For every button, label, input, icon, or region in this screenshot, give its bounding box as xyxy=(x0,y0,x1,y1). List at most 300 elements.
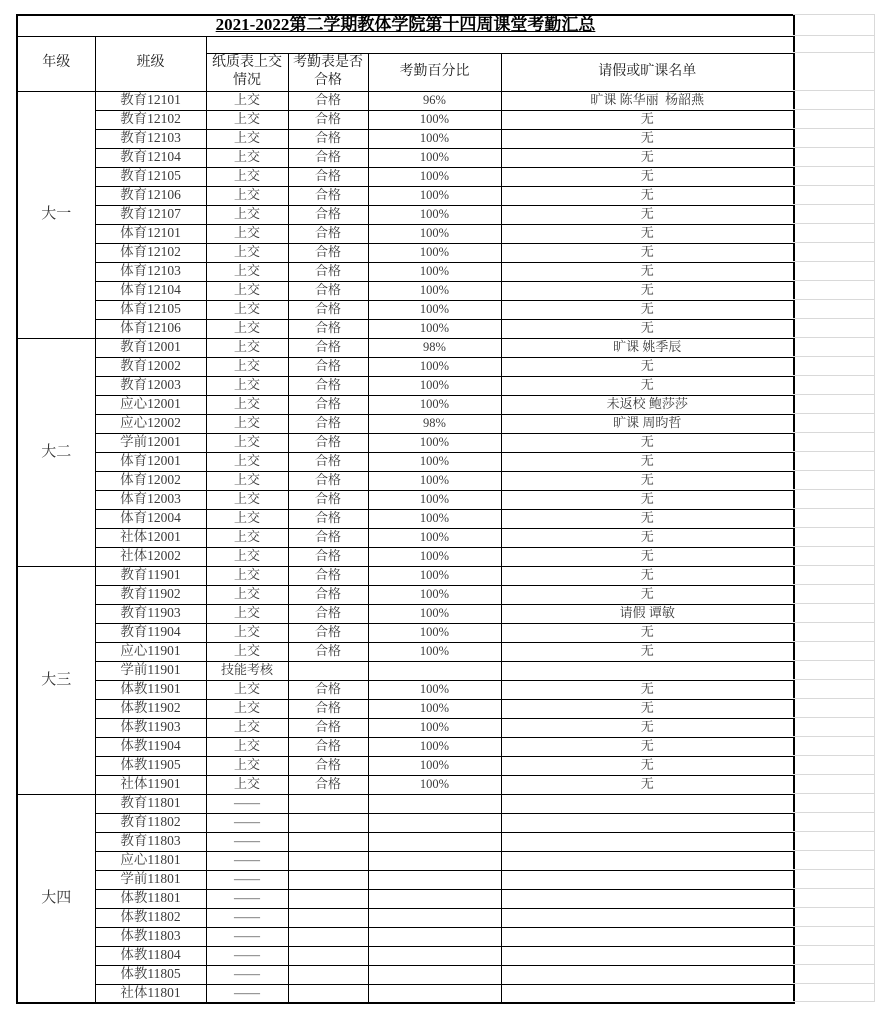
table-row xyxy=(17,870,794,889)
qualified-cell: 合格 xyxy=(288,680,368,699)
table-row xyxy=(17,167,794,186)
sheet-gridline-column xyxy=(793,14,875,1002)
names-cell: 旷课 周昀哲 xyxy=(501,414,794,433)
paper-cell: 上交 xyxy=(206,737,288,756)
names-cell: 无 xyxy=(501,148,794,167)
class-cell: 教育11802 xyxy=(95,813,206,832)
table-row xyxy=(17,680,794,699)
qualified-cell: 合格 xyxy=(288,243,368,262)
table-row xyxy=(17,794,794,813)
paper-cell: —— xyxy=(206,851,288,870)
names-cell: 无 xyxy=(501,129,794,148)
class-cell: 体教11905 xyxy=(95,756,206,775)
qualified-cell: 合格 xyxy=(288,300,368,319)
paper-cell: 上交 xyxy=(206,205,288,224)
table-row xyxy=(17,300,794,319)
table-row xyxy=(17,129,794,148)
table-row xyxy=(17,813,794,832)
class-cell: 体育12106 xyxy=(95,319,206,338)
percent-cell: 100% xyxy=(368,623,501,642)
names-cell: 无 xyxy=(501,224,794,243)
names-cell: 无 xyxy=(501,623,794,642)
class-cell: 体育12004 xyxy=(95,509,206,528)
paper-cell: —— xyxy=(206,794,288,813)
table-row xyxy=(17,528,794,547)
class-cell: 教育12003 xyxy=(95,376,206,395)
percent-cell: 100% xyxy=(368,604,501,623)
grade-cell: 大四 xyxy=(17,794,95,1003)
percent-cell: 98% xyxy=(368,414,501,433)
class-cell: 教育12106 xyxy=(95,186,206,205)
names-cell: 旷课 姚季辰 xyxy=(501,338,794,357)
paper-cell: 上交 xyxy=(206,547,288,566)
names-cell: 无 xyxy=(501,433,794,452)
percent-cell: 98% xyxy=(368,338,501,357)
names-cell: 无 xyxy=(501,205,794,224)
names-cell: 无 xyxy=(501,376,794,395)
percent-cell: 100% xyxy=(368,262,501,281)
paper-cell: 上交 xyxy=(206,262,288,281)
percent-cell: 100% xyxy=(368,566,501,585)
percent-cell: 100% xyxy=(368,205,501,224)
qualified-cell: 合格 xyxy=(288,281,368,300)
qualified-cell: 合格 xyxy=(288,585,368,604)
paper-cell: —— xyxy=(206,946,288,965)
qualified-cell: 合格 xyxy=(288,718,368,737)
paper-cell: 上交 xyxy=(206,642,288,661)
names-cell: 无 xyxy=(501,281,794,300)
class-cell: 体教11805 xyxy=(95,965,206,984)
qualified-cell xyxy=(288,908,368,927)
grade-cell: 大二 xyxy=(17,338,95,566)
class-cell: 应心11901 xyxy=(95,642,206,661)
class-cell: 学前12001 xyxy=(95,433,206,452)
attendance-table xyxy=(16,14,795,1004)
percent-cell: 100% xyxy=(368,319,501,338)
class-cell: 体育12101 xyxy=(95,224,206,243)
names-cell: 无 xyxy=(501,718,794,737)
percent-cell: 100% xyxy=(368,756,501,775)
class-cell: 体教11903 xyxy=(95,718,206,737)
percent-cell xyxy=(368,889,501,908)
names-cell xyxy=(501,794,794,813)
paper-cell: —— xyxy=(206,870,288,889)
column-header-names: 请假或旷课名单 xyxy=(501,53,794,91)
percent-cell: 100% xyxy=(368,585,501,604)
title-row xyxy=(17,15,794,36)
class-cell: 体教11904 xyxy=(95,737,206,756)
class-cell: 应心12002 xyxy=(95,414,206,433)
qualified-cell: 合格 xyxy=(288,205,368,224)
percent-cell xyxy=(368,851,501,870)
names-cell xyxy=(501,908,794,927)
paper-cell: 上交 xyxy=(206,623,288,642)
qualified-cell: 合格 xyxy=(288,566,368,585)
names-cell: 无 xyxy=(501,300,794,319)
percent-cell: 100% xyxy=(368,110,501,129)
table-row xyxy=(17,452,794,471)
table-row xyxy=(17,376,794,395)
qualified-cell: 合格 xyxy=(288,319,368,338)
paper-cell: 上交 xyxy=(206,338,288,357)
paper-cell: 上交 xyxy=(206,357,288,376)
class-cell: 社体11801 xyxy=(95,984,206,1003)
names-cell: 无 xyxy=(501,357,794,376)
class-cell: 教育12102 xyxy=(95,110,206,129)
paper-cell: —— xyxy=(206,927,288,946)
percent-cell xyxy=(368,832,501,851)
class-cell: 体育12102 xyxy=(95,243,206,262)
qualified-cell: 合格 xyxy=(288,509,368,528)
class-cell: 体教11804 xyxy=(95,946,206,965)
qualified-cell: 合格 xyxy=(288,775,368,794)
percent-cell: 100% xyxy=(368,528,501,547)
table-row xyxy=(17,319,794,338)
paper-cell: 上交 xyxy=(206,718,288,737)
names-cell: 无 xyxy=(501,680,794,699)
table-row xyxy=(17,699,794,718)
table-row xyxy=(17,718,794,737)
table-row xyxy=(17,623,794,642)
class-cell: 教育12105 xyxy=(95,167,206,186)
column-header-paper: 纸质表上交情况 xyxy=(206,53,288,91)
percent-cell: 100% xyxy=(368,186,501,205)
paper-cell: 上交 xyxy=(206,129,288,148)
class-cell: 教育11803 xyxy=(95,832,206,851)
percent-cell xyxy=(368,908,501,927)
paper-cell: —— xyxy=(206,984,288,1003)
qualified-cell xyxy=(288,794,368,813)
paper-cell: 上交 xyxy=(206,756,288,775)
table-row xyxy=(17,889,794,908)
class-cell: 教育12107 xyxy=(95,205,206,224)
names-cell: 无 xyxy=(501,262,794,281)
class-cell: 教育11801 xyxy=(95,794,206,813)
qualified-cell xyxy=(288,832,368,851)
class-cell: 教育12101 xyxy=(95,91,206,110)
class-cell: 教育11902 xyxy=(95,585,206,604)
table-row xyxy=(17,338,794,357)
qualified-cell: 合格 xyxy=(288,110,368,129)
table-row xyxy=(17,927,794,946)
percent-cell xyxy=(368,927,501,946)
qualified-cell: 合格 xyxy=(288,699,368,718)
names-cell xyxy=(501,946,794,965)
qualified-cell: 合格 xyxy=(288,148,368,167)
paper-cell: —— xyxy=(206,813,288,832)
percent-cell: 100% xyxy=(368,490,501,509)
paper-cell: 上交 xyxy=(206,471,288,490)
names-cell: 无 xyxy=(501,509,794,528)
qualified-cell: 合格 xyxy=(288,737,368,756)
names-cell: 无 xyxy=(501,642,794,661)
percent-cell: 100% xyxy=(368,737,501,756)
qualified-cell: 合格 xyxy=(288,547,368,566)
percent-cell: 100% xyxy=(368,775,501,794)
class-cell: 体教11901 xyxy=(95,680,206,699)
paper-cell: 上交 xyxy=(206,452,288,471)
table-row xyxy=(17,547,794,566)
column-header-class: 班级 xyxy=(95,36,206,91)
percent-cell xyxy=(368,946,501,965)
class-cell: 体育12104 xyxy=(95,281,206,300)
qualified-cell xyxy=(288,927,368,946)
class-cell: 体教11801 xyxy=(95,889,206,908)
qualified-cell: 合格 xyxy=(288,433,368,452)
qualified-cell: 合格 xyxy=(288,224,368,243)
table-row xyxy=(17,433,794,452)
names-cell: 无 xyxy=(501,737,794,756)
names-cell xyxy=(501,813,794,832)
names-cell: 无 xyxy=(501,167,794,186)
percent-cell: 100% xyxy=(368,357,501,376)
qualified-cell: 合格 xyxy=(288,338,368,357)
percent-cell: 100% xyxy=(368,167,501,186)
qualified-cell: 合格 xyxy=(288,452,368,471)
qualified-cell xyxy=(288,851,368,870)
names-cell: 无 xyxy=(501,756,794,775)
class-cell: 教育12001 xyxy=(95,338,206,357)
paper-cell: 上交 xyxy=(206,148,288,167)
percent-cell: 100% xyxy=(368,699,501,718)
percent-cell: 100% xyxy=(368,376,501,395)
percent-cell: 100% xyxy=(368,718,501,737)
class-cell: 体育12003 xyxy=(95,490,206,509)
names-cell xyxy=(501,832,794,851)
paper-cell: —— xyxy=(206,889,288,908)
percent-cell xyxy=(368,984,501,1003)
qualified-cell: 合格 xyxy=(288,395,368,414)
names-cell xyxy=(501,965,794,984)
table-row xyxy=(17,832,794,851)
percent-cell: 100% xyxy=(368,243,501,262)
page-title: 2021-2022第二学期教体学院第十四周课堂考勤汇总 xyxy=(17,15,794,36)
class-cell: 体教11803 xyxy=(95,927,206,946)
table-row xyxy=(17,243,794,262)
table-row xyxy=(17,414,794,433)
percent-cell: 100% xyxy=(368,433,501,452)
table-row xyxy=(17,965,794,984)
paper-cell: 技能考核 xyxy=(206,661,288,680)
paper-cell: 上交 xyxy=(206,110,288,129)
class-cell: 体育12001 xyxy=(95,452,206,471)
percent-cell: 100% xyxy=(368,642,501,661)
qualified-cell xyxy=(288,870,368,889)
column-header-percent: 考勤百分比 xyxy=(368,53,501,91)
paper-cell: 上交 xyxy=(206,414,288,433)
table-row xyxy=(17,566,794,585)
qualified-cell: 合格 xyxy=(288,186,368,205)
qualified-cell: 合格 xyxy=(288,129,368,148)
grade-cell: 大一 xyxy=(17,91,95,338)
percent-cell: 100% xyxy=(368,224,501,243)
table-row xyxy=(17,91,794,110)
names-cell xyxy=(501,661,794,680)
table-row xyxy=(17,148,794,167)
qualified-cell xyxy=(288,813,368,832)
table-row xyxy=(17,585,794,604)
column-header-qualified: 考勤表是否合格 xyxy=(288,53,368,91)
class-cell: 学前11901 xyxy=(95,661,206,680)
paper-cell: 上交 xyxy=(206,281,288,300)
percent-cell: 100% xyxy=(368,680,501,699)
paper-cell: 上交 xyxy=(206,680,288,699)
table-row xyxy=(17,471,794,490)
class-cell: 体教11802 xyxy=(95,908,206,927)
table-row xyxy=(17,262,794,281)
table-row xyxy=(17,946,794,965)
class-cell: 教育12103 xyxy=(95,129,206,148)
names-cell: 无 xyxy=(501,452,794,471)
table-row xyxy=(17,186,794,205)
qualified-cell: 合格 xyxy=(288,357,368,376)
percent-cell xyxy=(368,870,501,889)
paper-cell: 上交 xyxy=(206,167,288,186)
class-cell: 社体11901 xyxy=(95,775,206,794)
names-cell xyxy=(501,870,794,889)
table-row xyxy=(17,737,794,756)
percent-cell xyxy=(368,661,501,680)
class-cell: 教育11901 xyxy=(95,566,206,585)
names-cell: 请假 谭敏 xyxy=(501,604,794,623)
paper-cell: 上交 xyxy=(206,699,288,718)
paper-cell: 上交 xyxy=(206,243,288,262)
class-cell: 社体12002 xyxy=(95,547,206,566)
table-row xyxy=(17,224,794,243)
qualified-cell: 合格 xyxy=(288,623,368,642)
qualified-cell: 合格 xyxy=(288,756,368,775)
paper-cell: 上交 xyxy=(206,490,288,509)
qualified-cell: 合格 xyxy=(288,642,368,661)
table-row xyxy=(17,281,794,300)
percent-cell: 100% xyxy=(368,452,501,471)
paper-cell: 上交 xyxy=(206,509,288,528)
paper-cell: —— xyxy=(206,965,288,984)
table-body xyxy=(17,91,794,1003)
names-cell: 无 xyxy=(501,243,794,262)
table-row xyxy=(17,642,794,661)
table-row xyxy=(17,851,794,870)
class-cell: 体育12103 xyxy=(95,262,206,281)
paper-cell: —— xyxy=(206,908,288,927)
qualified-cell: 合格 xyxy=(288,167,368,186)
names-cell: 无 xyxy=(501,547,794,566)
class-cell: 体育12002 xyxy=(95,471,206,490)
paper-cell: —— xyxy=(206,832,288,851)
qualified-cell: 合格 xyxy=(288,471,368,490)
paper-cell: 上交 xyxy=(206,376,288,395)
paper-cell: 上交 xyxy=(206,528,288,547)
table-row xyxy=(17,357,794,376)
names-cell: 未返校 鲍莎莎 xyxy=(501,395,794,414)
class-cell: 应心11801 xyxy=(95,851,206,870)
table-row xyxy=(17,661,794,680)
qualified-cell xyxy=(288,965,368,984)
table-row xyxy=(17,984,794,1003)
table-row xyxy=(17,756,794,775)
percent-cell: 100% xyxy=(368,395,501,414)
class-cell: 教育12002 xyxy=(95,357,206,376)
names-cell: 无 xyxy=(501,110,794,129)
names-cell: 无 xyxy=(501,471,794,490)
class-cell: 社体12001 xyxy=(95,528,206,547)
table-row xyxy=(17,110,794,129)
paper-cell: 上交 xyxy=(206,775,288,794)
qualified-cell xyxy=(288,661,368,680)
table-row xyxy=(17,509,794,528)
paper-cell: 上交 xyxy=(206,300,288,319)
table-row xyxy=(17,395,794,414)
class-cell: 教育11903 xyxy=(95,604,206,623)
percent-cell: 100% xyxy=(368,129,501,148)
qualified-cell: 合格 xyxy=(288,91,368,110)
names-cell xyxy=(501,889,794,908)
names-cell: 无 xyxy=(501,699,794,718)
percent-cell: 96% xyxy=(368,91,501,110)
paper-cell: 上交 xyxy=(206,604,288,623)
percent-cell: 100% xyxy=(368,148,501,167)
qualified-cell: 合格 xyxy=(288,528,368,547)
percent-cell: 100% xyxy=(368,300,501,319)
qualified-cell: 合格 xyxy=(288,262,368,281)
paper-cell: 上交 xyxy=(206,433,288,452)
grade-cell: 大三 xyxy=(17,566,95,794)
names-cell xyxy=(501,851,794,870)
header-strip-cell xyxy=(206,36,794,53)
names-cell: 无 xyxy=(501,775,794,794)
names-cell: 无 xyxy=(501,566,794,585)
paper-cell: 上交 xyxy=(206,395,288,414)
header-strip-row xyxy=(17,36,794,53)
column-header-grade: 年级 xyxy=(17,36,95,91)
qualified-cell xyxy=(288,984,368,1003)
paper-cell: 上交 xyxy=(206,319,288,338)
percent-cell xyxy=(368,965,501,984)
percent-cell: 100% xyxy=(368,509,501,528)
table-row xyxy=(17,205,794,224)
percent-cell xyxy=(368,813,501,832)
names-cell: 无 xyxy=(501,585,794,604)
class-cell: 体育12105 xyxy=(95,300,206,319)
table-row xyxy=(17,490,794,509)
percent-cell: 100% xyxy=(368,281,501,300)
qualified-cell xyxy=(288,946,368,965)
class-cell: 应心12001 xyxy=(95,395,206,414)
names-cell: 无 xyxy=(501,528,794,547)
percent-cell: 100% xyxy=(368,471,501,490)
names-cell: 无 xyxy=(501,319,794,338)
class-cell: 学前11801 xyxy=(95,870,206,889)
percent-cell xyxy=(368,794,501,813)
table-row xyxy=(17,775,794,794)
paper-cell: 上交 xyxy=(206,186,288,205)
percent-cell: 100% xyxy=(368,547,501,566)
class-cell: 体教11902 xyxy=(95,699,206,718)
class-cell: 教育11904 xyxy=(95,623,206,642)
names-cell: 无 xyxy=(501,490,794,509)
names-cell xyxy=(501,927,794,946)
qualified-cell: 合格 xyxy=(288,490,368,509)
qualified-cell: 合格 xyxy=(288,604,368,623)
qualified-cell: 合格 xyxy=(288,414,368,433)
paper-cell: 上交 xyxy=(206,566,288,585)
qualified-cell: 合格 xyxy=(288,376,368,395)
qualified-cell xyxy=(288,889,368,908)
paper-cell: 上交 xyxy=(206,224,288,243)
names-cell xyxy=(501,984,794,1003)
class-cell: 教育12104 xyxy=(95,148,206,167)
names-cell: 旷课 陈华丽 杨韶燕 xyxy=(501,91,794,110)
